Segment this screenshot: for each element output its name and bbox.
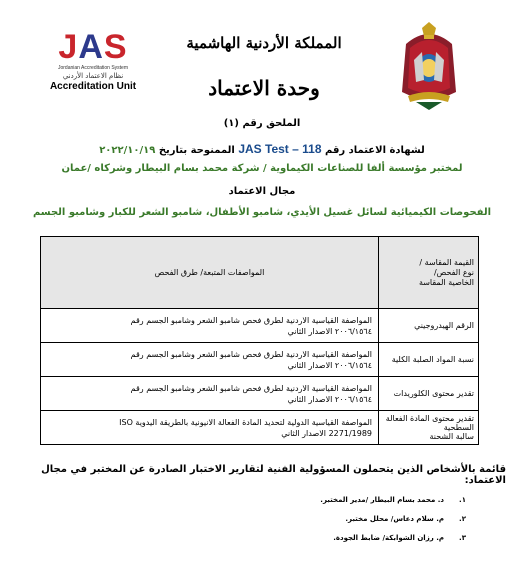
list-item	[345, 515, 466, 523]
list-item-number: ٢.	[459, 515, 466, 523]
accreditation-unit-title: وحدة الاعتماد	[208, 76, 320, 100]
accreditation-unit-label: Accreditation Unit	[49, 81, 137, 92]
list-item-name: د. محمد بسام البيطار /مدير المختبر.	[320, 496, 444, 504]
kingdom-title: المملكة الأردنية الهاشمية	[186, 34, 342, 52]
certificate-prefix: لشهادة الاعتماد رقم	[324, 145, 425, 156]
list-item-name: م. سلام دعاس/ محلل مختبر.	[345, 515, 444, 523]
jas-logo-subtitle-ar: نظام الاعتماد الأردني	[62, 72, 124, 80]
lab-name-line: لمختبر مؤسسة ألفا للصناعات الكيماوية / شركة محمد بسام البيطار وشركاه /عمان	[61, 163, 463, 174]
certificate-date: ٢٠٢٢/١٠/١٩	[99, 145, 156, 156]
accredited-tests-line: الفحوصات الكيميائية لسائل غسيل الأيدي، شامبو الأطفال، شامبو الشعر للكبار وشامبو الجسم	[32, 207, 492, 218]
table-cell-parameter: تقدير محتوى الكلوريدات	[379, 377, 479, 411]
responsible-persons-title: قائمة بالأشخاص الذين يتحملون المسؤولية الفنية لتقارير الاختبار الصادرة عن المختبر في مجال الاعتماد:	[41, 464, 506, 486]
table-header-row	[41, 237, 479, 309]
list-item-number: ١.	[459, 496, 466, 504]
table-row	[41, 377, 479, 411]
jas-logo-subtitle-en: Jordanian Accreditation System	[57, 65, 129, 71]
list-item-name: م. رزان الشوابكة/ ضابط الجودة.	[333, 534, 444, 542]
certificate-number: JAS Test – 118	[238, 142, 322, 156]
table-cell-parameter: نسبة المواد الصلبة الكلية	[379, 343, 479, 377]
table-cell-method: المواصفة القياسية الاردنية لطرق فحص شامبو الشعر وشامبو الجسم رقم ٢٠٠٦/١٥٦٤ الاصدار الثاني	[41, 343, 379, 377]
table-cell-method: المواصفة القياسية الاردنية لطرق فحص شامبو الشعر وشامبو الجسم رقم ٢٠٠٦/١٥٦٤ الاصدار الثاني	[41, 377, 379, 411]
table-row	[41, 309, 479, 343]
list-item-number: ٣.	[459, 534, 466, 542]
column-header-parameter: القيمة المقاسة / نوع الفحص/ الخاصية المقاسة	[379, 237, 479, 309]
jas-logo	[38, 30, 148, 92]
table-cell-parameter: تقدير محتوى المادة الفعالة السطحية سالبة الشحنة	[379, 411, 479, 445]
accreditation-field-title: مجال الاعتماد	[228, 186, 296, 197]
table-cell-parameter: الرقم الهيدروجيني	[379, 309, 479, 343]
table-cell-method: المواصفة القياسية الاردنية لطرق فحص شامبو الشعر وشامبو الجسم رقم ٢٠٠٦/١٥٦٤ الاصدار الثاني	[41, 309, 379, 343]
jas-logo-word: JAS	[58, 28, 128, 66]
certificate-granted-label: الممنوحة بتاريخ	[158, 145, 235, 156]
certificate-line	[20, 142, 504, 156]
list-item	[320, 496, 466, 504]
table-cell-method: المواصفة القياسية الدولية لتحديد المادة الفعالة الانيونية بالطريقة اليدوية ISO 2271/1989 الاصدار الثاني	[41, 411, 379, 445]
table-row	[41, 411, 479, 445]
appendix-number: الملحق رقم (١)	[223, 118, 301, 129]
list-item	[333, 534, 466, 542]
column-header-method: المواصفات المتبعة/ طرق الفحص	[41, 237, 379, 309]
table-row	[41, 343, 479, 377]
accreditation-scope-table	[40, 236, 479, 445]
jordan-coat-of-arms-icon	[394, 22, 464, 112]
